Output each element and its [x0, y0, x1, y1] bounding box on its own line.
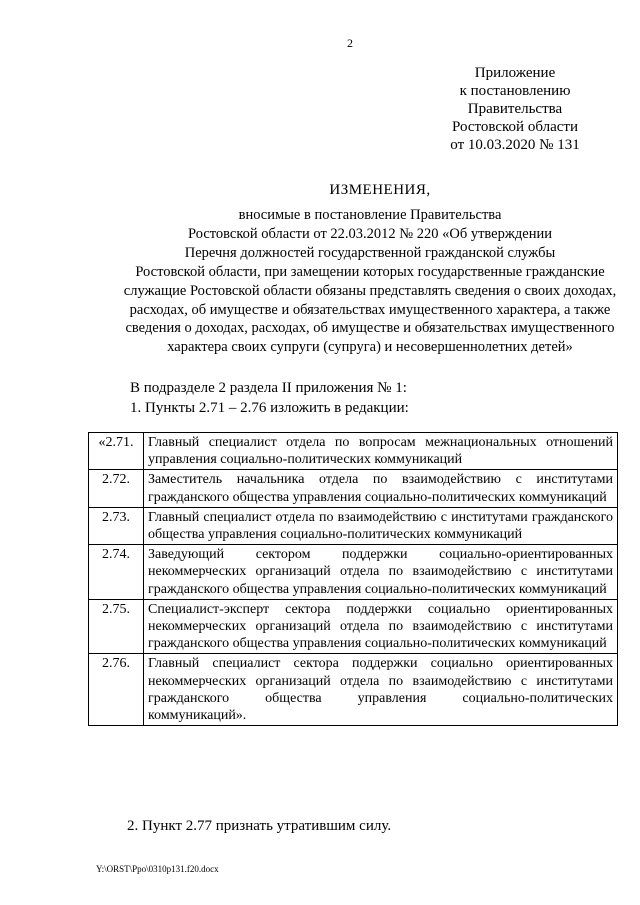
table-row: [89, 507, 618, 544]
changes-line: характера своих супруги (супруга) и несовершеннолетних детей»: [167, 339, 573, 356]
positions-table: [88, 432, 618, 726]
intro-line-1: В подразделе 2 раздела II приложения № 1:: [130, 380, 407, 396]
appendix-line: Приложение: [474, 65, 556, 81]
table-row: [89, 545, 618, 600]
table-row: [89, 433, 618, 470]
appendix-line: Правительства: [467, 101, 563, 117]
changes-line: служащие Ростовской области обязаны представлять сведения о своих доходах,: [123, 282, 617, 299]
table-row: [89, 654, 618, 726]
changes-line: Ростовской области от 22.03.2012 № 220 «Об утверждении: [188, 225, 552, 242]
row-number: 2.73.: [89, 507, 144, 544]
point-two: 2. Пункт 2.77 признать утратившим силу.: [127, 818, 392, 834]
changes-line: Перечня должностей государственной гражданской службы: [184, 244, 556, 261]
row-text: Главный специалист сектора поддержки социально ориентированных некоммерческих организаций отдела по взаимодействию с институтами гражданского общества управления социально-политических коммуникаций».: [144, 654, 618, 726]
table-row: [89, 470, 618, 507]
row-number: 2.76.: [89, 654, 144, 726]
row-text: Заместитель начальника отдела по взаимодействию с институтами гражданского общества управления социально-политических коммуникаций: [144, 470, 618, 507]
changes-description: [40, 206, 640, 357]
table-row: [89, 599, 618, 654]
changes-line: сведения о доходах, расходах, об имуществе и обязательствах имущественного: [125, 320, 615, 337]
row-number: 2.72.: [89, 470, 144, 507]
appendix-line: Ростовской области: [452, 119, 578, 135]
row-number: «2.71.: [89, 433, 144, 470]
row-text: Заведующий сектором поддержки социально-ориентированных некоммерческих организаций отдела по взаимодействию с институтами гражданского общества управления социально-политических коммуникаций: [144, 545, 618, 600]
intro-line-2: 1. Пункты 2.71 – 2.76 изложить в редакции:: [130, 400, 409, 416]
changes-line: Ростовской области, при замещении которых государственные гражданские: [135, 263, 605, 280]
footer-file-path: Y:\ORST\Ppo\0310p131.f20.docx: [96, 864, 219, 874]
row-number: 2.74.: [89, 545, 144, 600]
row-text: Главный специалист отдела по взаимодействию с институтами гражданского общества управления социально-политических коммуникаций: [144, 507, 618, 544]
row-text: Специалист-эксперт сектора поддержки социально ориентированных некоммерческих организаций отдела по взаимодействию с институтами гражданского общества управления социально-политических коммуникаций: [144, 599, 618, 654]
row-text: Главный специалист отдела по вопросам межнациональных отношений управления социально-политических коммуникаций: [144, 433, 618, 470]
changes-line: вносимые в постановление Правительства: [238, 207, 502, 223]
changes-line: расходах, об имуществе и обязательствах имущественного характера, а также: [129, 301, 611, 318]
appendix-line: к постановлению: [459, 83, 571, 99]
page-number: 2: [347, 36, 353, 50]
appendix-block: [430, 64, 600, 154]
appendix-line: от 10.03.2020 № 131: [450, 137, 580, 153]
changes-title: ИЗМЕНЕНИЯ,: [329, 182, 431, 198]
row-number: 2.75.: [89, 599, 144, 654]
